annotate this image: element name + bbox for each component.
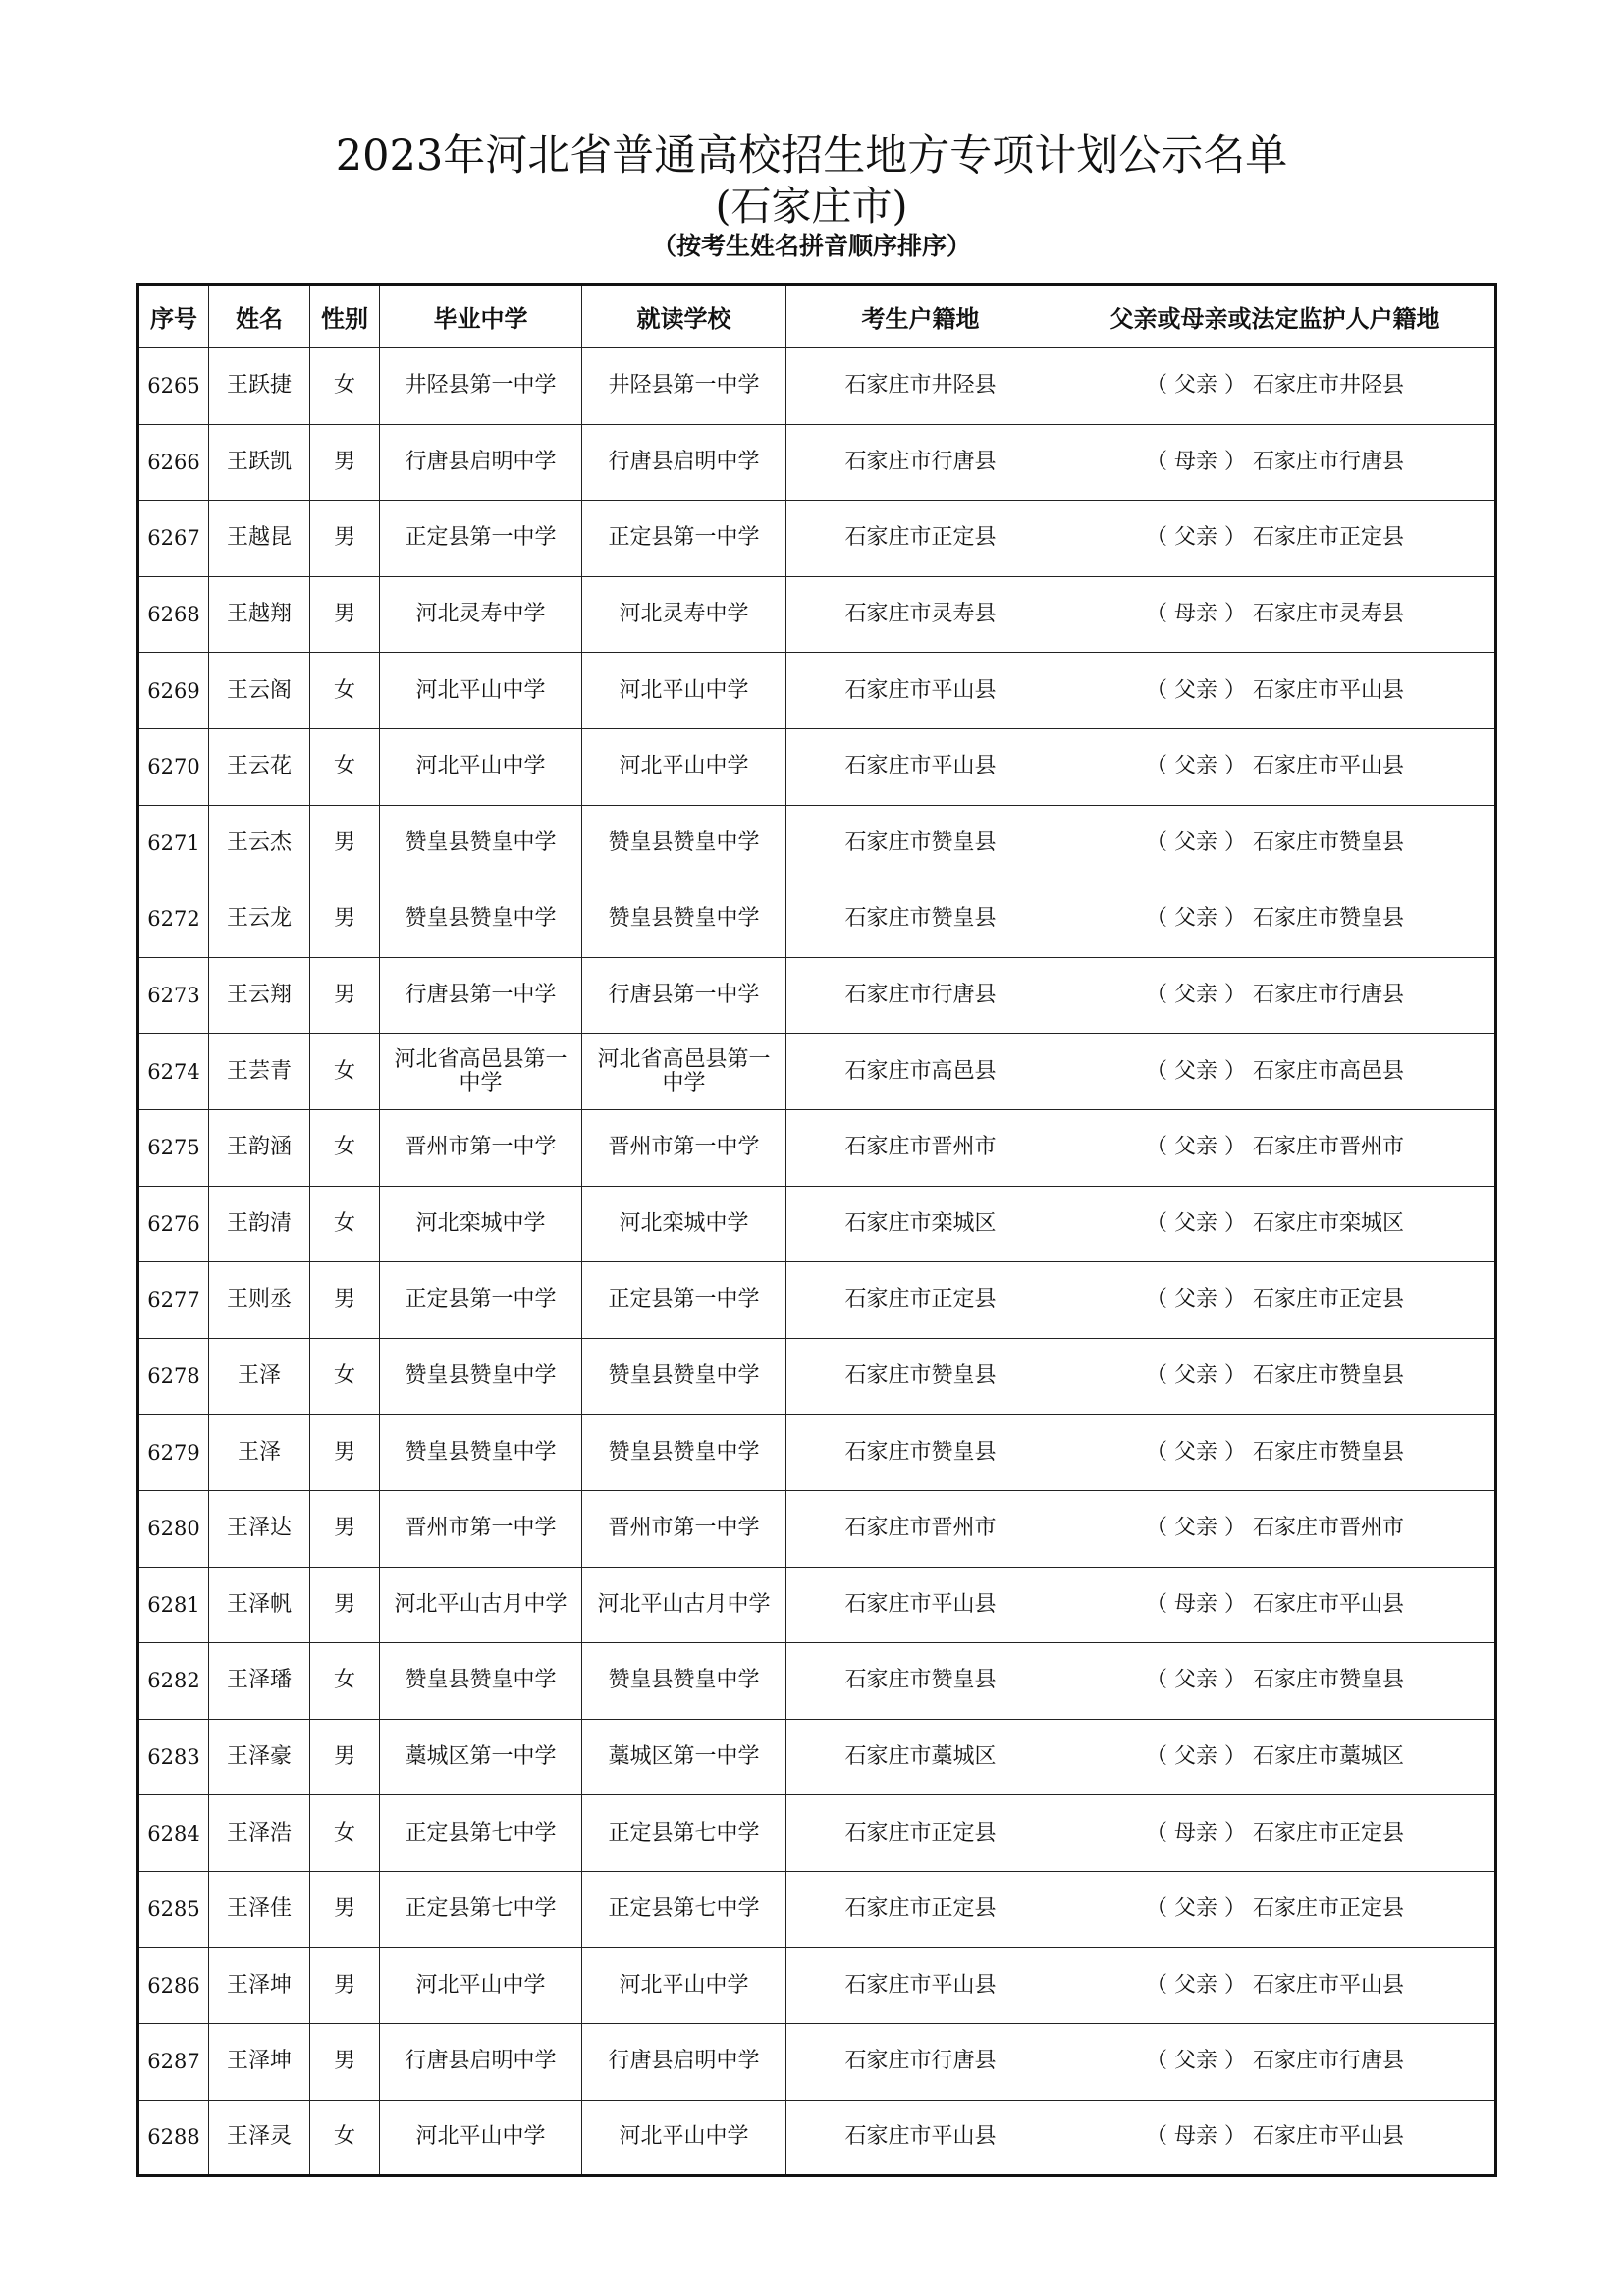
header-seq: 序号 [138,285,209,348]
cell-name: 王韵涵 [209,1109,310,1186]
cell-guardian-registration: （ 父亲 ） 石家庄市晋州市 [1055,1490,1496,1567]
cell-name: 王泽璠 [209,1643,310,1720]
cell-household-registration: 石家庄市正定县 [786,1262,1055,1339]
cell-gender: 男 [310,1262,380,1339]
table-row [138,1186,1496,1262]
cell-household-registration: 石家庄市赞皇县 [786,1643,1055,1720]
cell-gender: 男 [310,1567,380,1643]
cell-household-registration: 石家庄市赞皇县 [786,1415,1055,1491]
table-row [138,1034,1496,1110]
cell-name: 王泽达 [209,1490,310,1567]
table-body [138,348,1496,2176]
cell-guardian-registration: （ 父亲 ） 石家庄市赞皇县 [1055,881,1496,958]
cell-household-registration: 石家庄市赞皇县 [786,1338,1055,1415]
cell-gender: 男 [310,1948,380,2024]
cell-gender: 男 [310,957,380,1034]
cell-name: 王泽浩 [209,1795,310,1872]
cell-household-registration: 石家庄市行唐县 [786,424,1055,501]
cell-household-registration: 石家庄市行唐县 [786,957,1055,1034]
cell-household-registration: 石家庄市栾城区 [786,1186,1055,1262]
cell-seq: 6281 [138,1567,209,1643]
cell-graduate-school: 赞皇县赞皇中学 [380,881,582,958]
cell-graduate-school: 河北平山中学 [380,653,582,729]
cell-guardian-registration: （ 父亲 ） 石家庄市行唐县 [1055,2024,1496,2101]
cell-gender: 女 [310,728,380,805]
cell-name: 王云翔 [209,957,310,1034]
cell-seq: 6286 [138,1948,209,2024]
cell-graduate-school: 行唐县第一中学 [380,957,582,1034]
cell-household-registration: 石家庄市藁城区 [786,1719,1055,1795]
cell-household-registration: 石家庄市平山县 [786,653,1055,729]
table-row [138,1567,1496,1643]
cell-graduate-school: 河北平山古月中学 [380,1567,582,1643]
cell-graduate-school: 正定县第七中学 [380,1871,582,1948]
cell-household-registration: 石家庄市灵寿县 [786,576,1055,653]
table-header-row [138,285,1496,348]
cell-current-school: 赞皇县赞皇中学 [582,1415,786,1491]
cell-name: 王韵清 [209,1186,310,1262]
cell-seq: 6270 [138,728,209,805]
cell-gender: 男 [310,1490,380,1567]
cell-gender: 女 [310,1643,380,1720]
cell-seq: 6266 [138,424,209,501]
cell-seq: 6277 [138,1262,209,1339]
table-row [138,1109,1496,1186]
cell-household-registration: 石家庄市晋州市 [786,1490,1055,1567]
cell-graduate-school: 正定县第一中学 [380,1262,582,1339]
table-row [138,805,1496,881]
cell-gender: 男 [310,424,380,501]
cell-seq: 6279 [138,1415,209,1491]
cell-gender: 女 [310,2100,380,2176]
cell-guardian-registration: （ 父亲 ） 石家庄市井陉县 [1055,348,1496,425]
cell-current-school: 河北平山中学 [582,2100,786,2176]
cell-current-school: 行唐县第一中学 [582,957,786,1034]
table-row [138,501,1496,577]
cell-household-registration: 石家庄市正定县 [786,1795,1055,1872]
cell-seq: 6272 [138,881,209,958]
header-gender: 性别 [310,285,380,348]
cell-seq: 6287 [138,2024,209,2101]
cell-guardian-registration: （ 母亲 ） 石家庄市平山县 [1055,2100,1496,2176]
cell-name: 王跃捷 [209,348,310,425]
cell-current-school: 河北栾城中学 [582,1186,786,1262]
cell-guardian-registration: （ 母亲 ） 石家庄市灵寿县 [1055,576,1496,653]
cell-seq: 6280 [138,1490,209,1567]
cell-household-registration: 石家庄市平山县 [786,1567,1055,1643]
cell-current-school: 正定县第七中学 [582,1871,786,1948]
cell-name: 王泽佳 [209,1871,310,1948]
cell-name: 王泽帆 [209,1567,310,1643]
cell-gender: 男 [310,805,380,881]
cell-guardian-registration: （ 父亲 ） 石家庄市藁城区 [1055,1719,1496,1795]
header-household-registration: 考生户籍地 [786,285,1055,348]
cell-current-school: 赞皇县赞皇中学 [582,1643,786,1720]
table-row [138,1415,1496,1491]
cell-current-school: 赞皇县赞皇中学 [582,881,786,958]
table-row [138,728,1496,805]
city-subtitle: (石家庄市) [715,183,908,230]
table-row [138,1795,1496,1872]
cell-graduate-school: 藁城区第一中学 [380,1719,582,1795]
cell-guardian-registration: （ 父亲 ） 石家庄市赞皇县 [1055,1338,1496,1415]
cell-guardian-registration: （ 父亲 ） 石家庄市晋州市 [1055,1109,1496,1186]
cell-current-school: 晋州市第一中学 [582,1490,786,1567]
table-row [138,957,1496,1034]
cell-guardian-registration: （ 母亲 ） 石家庄市平山县 [1055,1567,1496,1643]
cell-current-school: 晋州市第一中学 [582,1109,786,1186]
cell-current-school: 河北平山古月中学 [582,1567,786,1643]
cell-seq: 6268 [138,576,209,653]
cell-household-registration: 石家庄市平山县 [786,728,1055,805]
cell-graduate-school: 行唐县启明中学 [380,2024,582,2101]
cell-household-registration: 石家庄市行唐县 [786,2024,1055,2101]
cell-name: 王云杰 [209,805,310,881]
cell-household-registration: 石家庄市正定县 [786,1871,1055,1948]
cell-seq: 6284 [138,1795,209,1872]
cell-name: 王则丞 [209,1262,310,1339]
cell-seq: 6288 [138,2100,209,2176]
cell-name: 王越昆 [209,501,310,577]
cell-graduate-school: 河北平山中学 [380,728,582,805]
cell-gender: 女 [310,348,380,425]
cell-name: 王云花 [209,728,310,805]
table-row [138,653,1496,729]
cell-current-school: 井陉县第一中学 [582,348,786,425]
cell-name: 王泽 [209,1415,310,1491]
cell-name: 王云龙 [209,881,310,958]
cell-seq: 6285 [138,1871,209,1948]
table-row [138,2100,1496,2176]
cell-guardian-registration: （ 父亲 ） 石家庄市正定县 [1055,501,1496,577]
cell-graduate-school: 赞皇县赞皇中学 [380,805,582,881]
cell-gender: 女 [310,653,380,729]
cell-name: 王云阁 [209,653,310,729]
table-row [138,1948,1496,2024]
table-row [138,2024,1496,2101]
cell-guardian-registration: （ 父亲 ） 石家庄市正定县 [1055,1262,1496,1339]
cell-household-registration: 石家庄市赞皇县 [786,805,1055,881]
cell-guardian-registration: （ 父亲 ） 石家庄市赞皇县 [1055,1643,1496,1720]
cell-household-registration: 石家庄市平山县 [786,1948,1055,2024]
cell-seq: 6274 [138,1034,209,1110]
header-guardian-registration: 父亲或母亲或法定监护人户籍地 [1055,285,1496,348]
cell-graduate-school: 河北栾城中学 [380,1186,582,1262]
cell-name: 王芸青 [209,1034,310,1110]
cell-current-school: 河北灵寿中学 [582,576,786,653]
cell-household-registration: 石家庄市晋州市 [786,1109,1055,1186]
cell-current-school: 赞皇县赞皇中学 [582,805,786,881]
cell-gender: 男 [310,2024,380,2101]
cell-guardian-registration: （ 父亲 ） 石家庄市赞皇县 [1055,1415,1496,1491]
cell-guardian-registration: （ 母亲 ） 石家庄市行唐县 [1055,424,1496,501]
cell-name: 王泽灵 [209,2100,310,2176]
cell-gender: 男 [310,1719,380,1795]
cell-gender: 男 [310,1871,380,1948]
table-row [138,1871,1496,1948]
cell-current-school: 赞皇县赞皇中学 [582,1338,786,1415]
cell-seq: 6282 [138,1643,209,1720]
cell-seq: 6269 [138,653,209,729]
cell-current-school: 河北平山中学 [582,653,786,729]
cell-current-school: 河北平山中学 [582,728,786,805]
table-row [138,1719,1496,1795]
table-row [138,881,1496,958]
cell-seq: 6267 [138,501,209,577]
cell-name: 王泽坤 [209,1948,310,2024]
sort-note: （按考生姓名拼音顺序排序） [651,232,971,260]
cell-household-registration: 石家庄市正定县 [786,501,1055,577]
cell-current-school: 正定县第一中学 [582,501,786,577]
table-row [138,424,1496,501]
cell-graduate-school: 晋州市第一中学 [380,1490,582,1567]
cell-gender: 男 [310,501,380,577]
cell-household-registration: 石家庄市赞皇县 [786,881,1055,958]
cell-current-school: 正定县第一中学 [582,1262,786,1339]
cell-seq: 6278 [138,1338,209,1415]
cell-household-registration: 石家庄市井陉县 [786,348,1055,425]
cell-guardian-registration: （ 父亲 ） 石家庄市平山县 [1055,1948,1496,2024]
cell-seq: 6265 [138,348,209,425]
cell-guardian-registration: （ 父亲 ） 石家庄市高邑县 [1055,1034,1496,1110]
cell-gender: 女 [310,1034,380,1110]
cell-seq: 6271 [138,805,209,881]
cell-current-school: 正定县第七中学 [582,1795,786,1872]
cell-name: 王越翔 [209,576,310,653]
cell-current-school: 藁城区第一中学 [582,1719,786,1795]
page-title: 2023年河北省普通高校招生地方专项计划公示名单 [335,132,1288,181]
cell-graduate-school: 正定县第七中学 [380,1795,582,1872]
cell-graduate-school: 井陉县第一中学 [380,348,582,425]
cell-name: 王泽 [209,1338,310,1415]
cell-graduate-school: 河北灵寿中学 [380,576,582,653]
cell-current-school: 河北平山中学 [582,1948,786,2024]
header-graduate-school: 毕业中学 [380,285,582,348]
cell-graduate-school: 赞皇县赞皇中学 [380,1338,582,1415]
cell-name: 王泽坤 [209,2024,310,2101]
table-row [138,1338,1496,1415]
cell-current-school: 行唐县启明中学 [582,424,786,501]
cell-gender: 女 [310,1338,380,1415]
cell-name: 王跃凯 [209,424,310,501]
cell-gender: 男 [310,881,380,958]
table-row [138,348,1496,425]
cell-guardian-registration: （ 父亲 ） 石家庄市平山县 [1055,728,1496,805]
table-row [138,576,1496,653]
admission-list-table [136,283,1497,2177]
cell-seq: 6276 [138,1186,209,1262]
cell-seq: 6283 [138,1719,209,1795]
cell-current-school: 河北省高邑县第一中学 [582,1034,786,1110]
cell-graduate-school: 赞皇县赞皇中学 [380,1643,582,1720]
header-name: 姓名 [209,285,310,348]
cell-name: 王泽豪 [209,1719,310,1795]
cell-current-school: 行唐县启明中学 [582,2024,786,2101]
cell-gender: 男 [310,576,380,653]
cell-guardian-registration: （ 父亲 ） 石家庄市正定县 [1055,1871,1496,1948]
cell-guardian-registration: （ 父亲 ） 石家庄市赞皇县 [1055,805,1496,881]
cell-graduate-school: 河北平山中学 [380,2100,582,2176]
cell-graduate-school: 河北省高邑县第一中学 [380,1034,582,1110]
cell-guardian-registration: （ 父亲 ） 石家庄市平山县 [1055,653,1496,729]
cell-guardian-registration: （ 父亲 ） 石家庄市行唐县 [1055,957,1496,1034]
cell-graduate-school: 正定县第一中学 [380,501,582,577]
cell-graduate-school: 晋州市第一中学 [380,1109,582,1186]
cell-household-registration: 石家庄市高邑县 [786,1034,1055,1110]
table-row [138,1643,1496,1720]
cell-gender: 女 [310,1186,380,1262]
cell-guardian-registration: （ 母亲 ） 石家庄市正定县 [1055,1795,1496,1872]
table-row [138,1490,1496,1567]
cell-graduate-school: 赞皇县赞皇中学 [380,1415,582,1491]
cell-gender: 女 [310,1795,380,1872]
header-current-school: 就读学校 [582,285,786,348]
cell-household-registration: 石家庄市平山县 [786,2100,1055,2176]
cell-graduate-school: 行唐县启明中学 [380,424,582,501]
cell-gender: 女 [310,1109,380,1186]
cell-graduate-school: 河北平山中学 [380,1948,582,2024]
cell-seq: 6273 [138,957,209,1034]
cell-seq: 6275 [138,1109,209,1186]
cell-guardian-registration: （ 父亲 ） 石家庄市栾城区 [1055,1186,1496,1262]
cell-gender: 男 [310,1415,380,1491]
table-row [138,1262,1496,1339]
